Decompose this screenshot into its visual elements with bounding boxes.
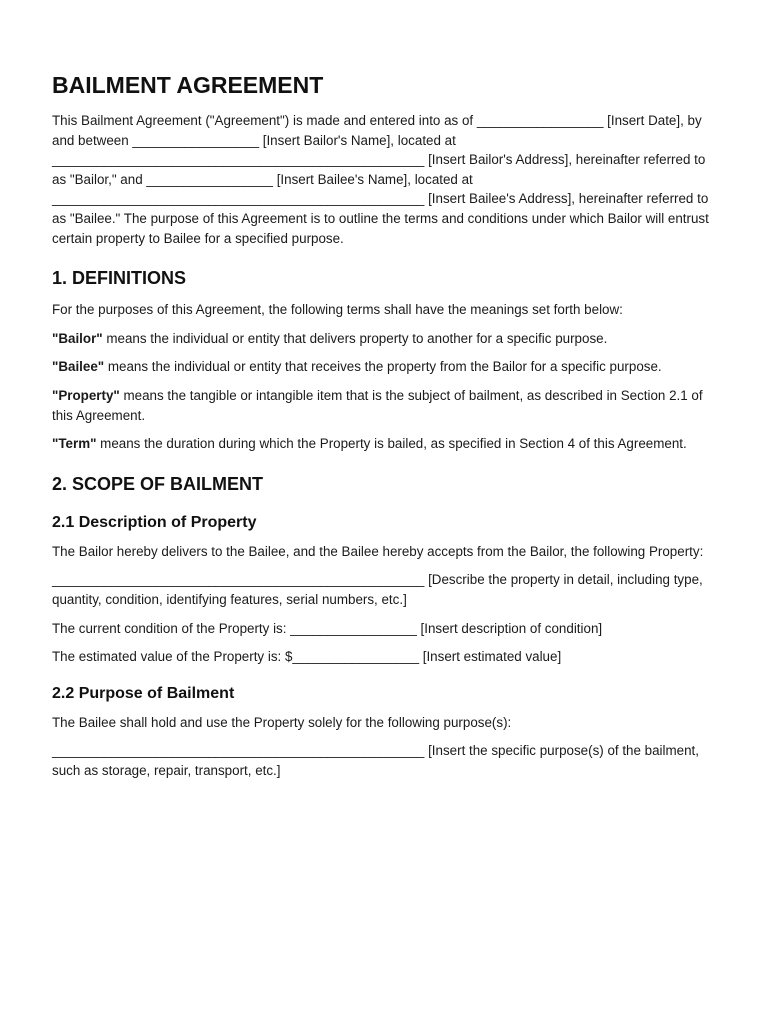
definition-bailor [52, 329, 720, 349]
property-description-blank: __________________________________________________ [Describe the property in detail, including type, quantity, condition, identifying features, serial numbers, etc.] [52, 572, 703, 607]
definition-term-item [52, 434, 720, 454]
intro-paragraph: This Bailment Agreement ("Agreement") is made and entered into as of _________________ [Insert Date], by and between _________________ [Insert Bailor's Name], located at __________________________________________________ [Insert Bailor's Address], hereinafter referred to as "Bailor," and _________________ [Insert Bailee's Name], located at __________________________________________________ [Insert Bailee's Address], hereinafter referred to as "Bailee." The purpose of this Agreement is to outline the terms and conditions under which Bailor will entrust certain property to Bailee for a specified purpose. [52, 113, 709, 246]
property-value-blank: The estimated value of the Property is: $_________________ [Insert estimated value] [52, 649, 562, 665]
definitions-lead: For the purposes of this Agreement, the following terms shall have the meanings set forth below: [52, 302, 623, 318]
definition-text: means the individual or entity that delivers property to another for a specific purpose. [102, 330, 608, 346]
purpose-blank: __________________________________________________ [Insert the specific purpose(s) of the bailment, such as storage, repair, transport, etc.] [52, 743, 700, 778]
purpose-paragraph: The Bailee shall hold and use the Property solely for the following purpose(s): [52, 714, 512, 730]
definition-text: means the individual or entity that receives the property from the Bailor for a specific purpose. [104, 359, 662, 375]
definition-text: means the tangible or intangible item that is the subject of bailment, as described in Section 2.1 of this Agreement. [52, 387, 703, 423]
section-2-1-heading: 2.1 Description of Property [52, 513, 257, 531]
definition-term: "Bailee" [52, 359, 105, 375]
definition-text: means the duration during which the Property is bailed, as specified in Section 4 of this Agreement. [96, 436, 687, 452]
document-title: BAILMENT AGREEMENT [52, 72, 324, 98]
property-condition-blank: The current condition of the Property is: _________________ [Insert description of condition] [52, 620, 603, 636]
definition-term: "Bailor" [52, 330, 103, 346]
definition-term: "Term" [52, 436, 97, 452]
definition-bailee [52, 357, 720, 377]
section-1-heading: 1. DEFINITIONS [52, 268, 187, 289]
section-2-2-heading: 2.2 Purpose of Bailment [52, 684, 235, 702]
document-page [52, 70, 720, 789]
definition-property [52, 386, 720, 425]
property-delivery-paragraph: The Bailor hereby delivers to the Bailee, and the Bailee hereby accepts from the Bailor, the following Property: [52, 543, 704, 559]
definition-term: "Property" [52, 387, 120, 403]
section-2-heading: 2. SCOPE OF BAILMENT [52, 473, 264, 494]
